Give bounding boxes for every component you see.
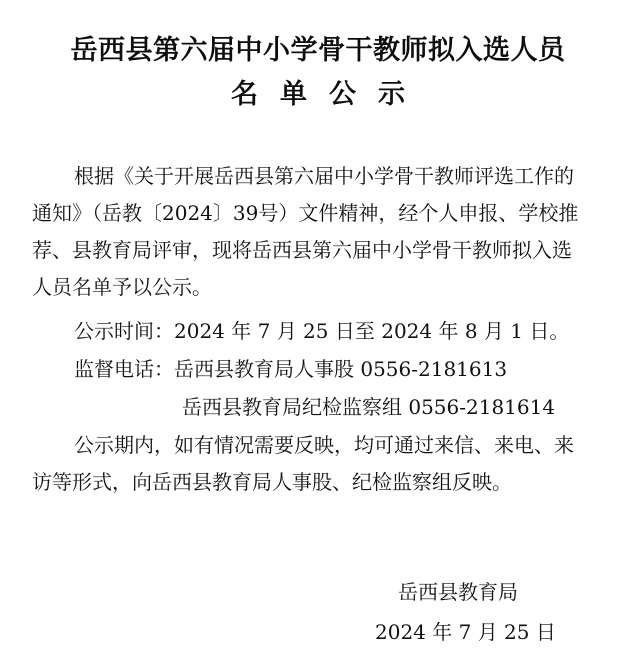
signature-date: 2024 年 7 月 25 日 [375,620,556,644]
supervision-phone-hr: 监督电话：岳西县教育局人事股 0556-2181613 [74,357,508,381]
supervision-phone-discipline: 岳西县教育局纪检监察组 0556-2181614 [182,395,556,419]
body-paragraph [32,161,612,309]
body-line-3: 荐、县教育局评审，现将岳西县第六届中小学骨干教师拟入选 [32,238,572,262]
notice-paragraph [32,430,622,504]
notice-line-1: 公示期内，如有情况需要反映，均可通过来信、来电、来 [74,433,574,457]
document-subtitle: 名单公示 [231,79,427,110]
body-line-4: 人员名单予以公示。 [32,275,212,299]
publicity-period: 公示时间：2024 年 7 月 25 日至 2024 年 8 月 1 日。 [74,319,570,343]
body-line-2: 通知》（岳教〔2024〕39号）文件精神，经个人申报、学校推 [32,201,579,225]
notice-line-2: 访等形式，向岳西县教育局人事股、纪检监察组反映。 [32,470,512,494]
signature-organization: 岳西县教育局 [398,580,518,604]
body-line-1: 根据《关于开展岳西县第六届中小学骨干教师评选工作的 [74,164,574,188]
document-title: 岳西县第六届中小学骨干教师拟入选人员 [70,35,566,66]
